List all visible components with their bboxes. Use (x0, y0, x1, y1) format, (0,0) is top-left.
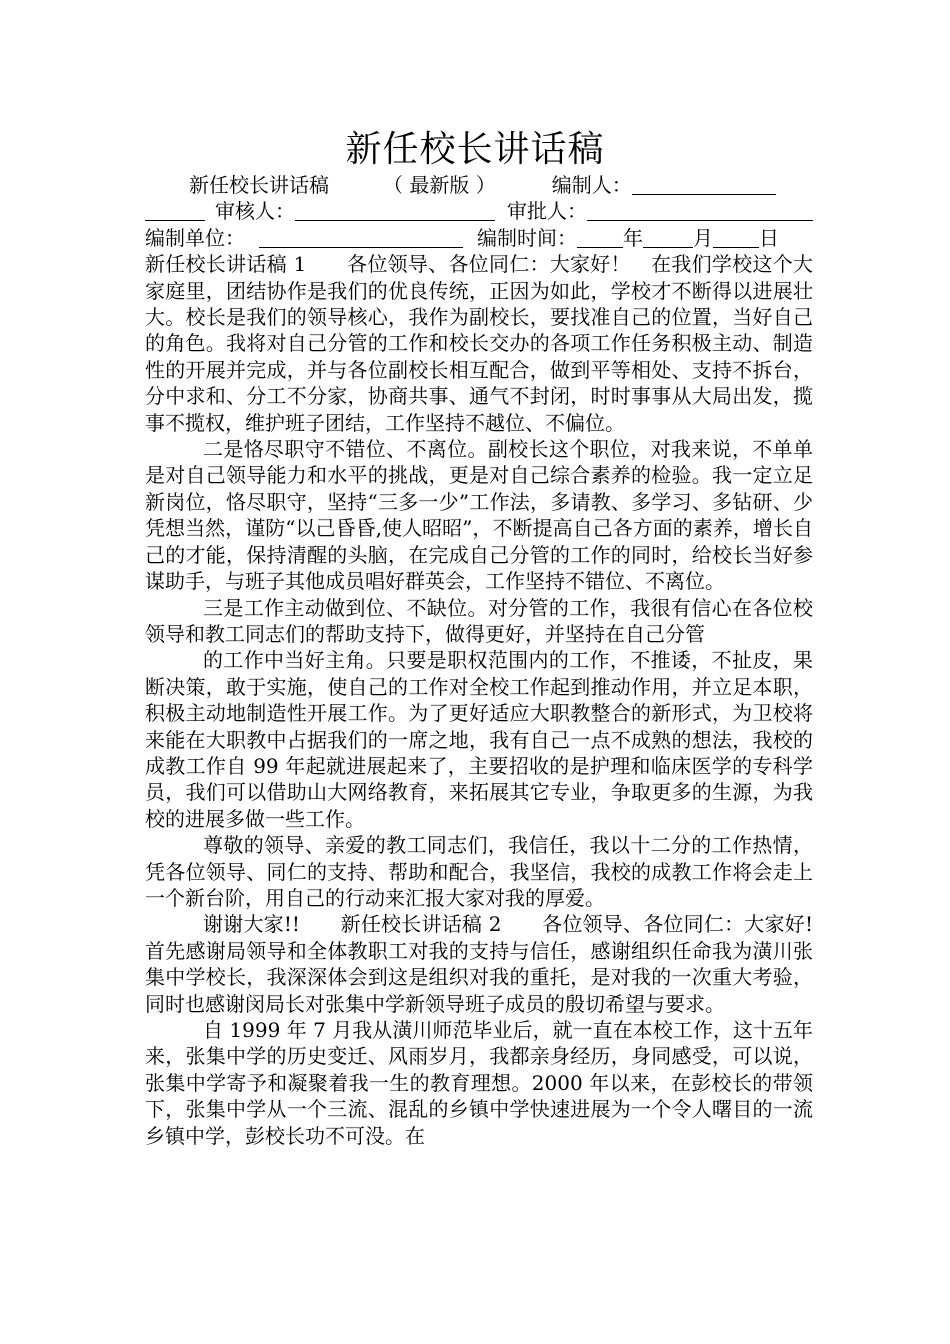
year-blank (577, 227, 623, 248)
month-blank (643, 227, 693, 248)
paragraph-4: 的工作中当好主角。只要是职权范围内的工作，不推诿，不扯皮，果断决策，敢于实施，使自己的工作对全校工作起到推动作用，并立足本职，积极主动地制造性开展工作。为了更好适应大职教整合的新形式，为卫校将来能在大职教中占据我们的一席之地，我有自己一点不成熟的想法，我校的成教工作自 99 年起就进展起来了，主要招收的是护理和临床医学的专科学员，我们可以借助山大网络教育，来拓展其它专业，争取更多的生源，为我校的进展多做一些工作。 (145, 648, 813, 831)
unit-blank (259, 227, 463, 248)
meta-line-2 (145, 198, 813, 224)
meta-compiler-label: 编制人： (551, 173, 632, 197)
paragraph-2: 二是恪尽职守不错位、不离位。副校长这个职位，对我来说，不单单是对自己领导能力和水平的挑战，更是对自己综合素养的检验。我一定立足新岗位，恪尽职守，坚持“三多一少”工作法，多请教、多学习、多钻研、少凭想当然，谨防“以己昏昏,使人昭昭”，不断提高自己各方面的素养，增长自己的才能，保持清醒的头脑，在完成自己分管的工作的同时，给校长当好参谋助手，与班子其他成员唱好群英会，工作坚持不错位、不离位。 (145, 437, 813, 594)
paragraph-1: 新任校长讲话稿 1 各位领导、各位同仁：大家好！ 在我们学校这个大家庭里，团结协作是我们的优良传统，正因为如此，学校才不断得以进展壮大。校长是我们的领导核心，我作为副校长，要找准自己的位置，当好自己的角色。我将对自己分管的工作和校长交办的各项工作任务积极主动、制造性的开展并完成，并与各位副校长相互配合，做到平等相处、支持不拆台，分中求和、分工不分家，协商共事、通气不封闭，时时事事从大局出发，揽事不揽权，维护班子团结，工作坚持不越位、不偏位。 (145, 252, 813, 435)
meta-line-3 (145, 225, 813, 251)
reviewer-blank (295, 200, 495, 221)
meta-year: 年 (623, 225, 643, 250)
meta-approver-label: 审批人： (507, 199, 587, 224)
paragraph-3: 三是工作主动做到位、不缺位。对分管的工作，我很有信心在各位校领导和教工同志们的帮助支持下，做得更好，并坚持在自己分管 (145, 595, 813, 646)
document-title: 新任校长讲话稿 (345, 129, 605, 170)
meta-day: 日 (759, 225, 779, 250)
meta-version: （ 最新版 ） (383, 173, 496, 197)
meta-reviewer-label: 审核人： (215, 199, 295, 224)
day-blank (713, 227, 759, 248)
paragraph-5: 尊敬的领导、亲爱的教工同志们，我信任，我以十二分的工作热情，凭各位领导、同仁的支持、帮助和配合，我坚信，我校的成教工作将会走上一个新台阶，用自己的行动来汇报大家对我的厚爱。 (145, 833, 813, 910)
meta-unit-label: 编制单位： (145, 225, 245, 250)
compiler-blank (632, 174, 776, 195)
meta-time-label: 编制时间： (477, 225, 577, 250)
meta-month: 月 (693, 225, 713, 250)
document-body (145, 172, 853, 1149)
paragraph-7: 自 1999 年 7 月我从潢川师范毕业后，就一直在本校工作，这十五年来，张集中学的历史变迁、风雨岁月，我都亲身经历，身同感受，可以说，张集中学寄予和凝聚着我一生的教育理想。2000 年以来，在彭校长的带领下，张集中学从一个三流、混乱的乡镇中学快速进展为一个令人曙目的一流乡镇中学，彭校长功不可没。在 (145, 1018, 813, 1148)
approver-blank (587, 200, 813, 221)
paragraph-6: 谢谢大家!! 新任校长讲话稿 2 各位领导、各位同仁：大家好! 首先感谢局领导和全体教职工对我的支持与信任，感谢组织任命我为潢川张集中学校长，我深深体会到这是组织对我的重托，是对我的一次重大考验，同时也感谢闵局长对张集中学新领导班子成员的殷切希望与要求。 (145, 912, 853, 1016)
compiler-blank-cont (145, 200, 205, 221)
meta-doc-name: 新任校长讲话稿 (189, 173, 329, 197)
meta-line-1 (145, 172, 813, 198)
